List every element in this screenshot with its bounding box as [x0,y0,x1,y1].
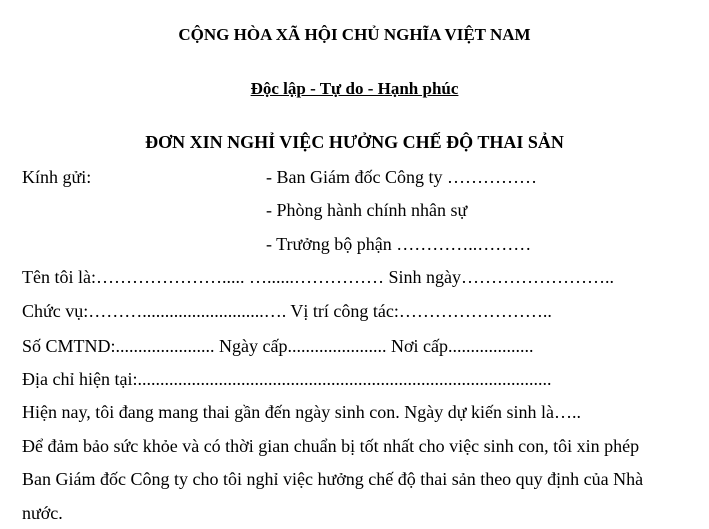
national-header: CỘNG HÒA XÃ HỘI CHỦ NGHĨA VIỆT NAM [178,25,531,44]
body-line-4: nước. [22,503,63,523]
field-position: Chức vụ:………...........................…. Vị trí công tác:…………………….. [22,301,552,321]
body-line-3: Ban Giám đốc Công ty cho tôi nghỉ việc hưởng chế độ thai sản theo quy định của Nhà [22,469,644,489]
motto-text: Độc lập - Tự do - Hạnh phúc [250,79,459,98]
field-name-birthdate: Tên tôi là:…………………..... …......…………… Sinh ngày…………………….. [22,267,614,287]
body-line-2: Để đảm bảo sức khỏe và có thời gian chuẩn bị tốt nhất cho việc sinh con, tôi xin phép [22,436,640,456]
motto [0,78,709,100]
body-line-1: Hiện nay, tôi đang mang thai gần đến ngày sinh con. Ngày dự kiến sinh là….. [22,402,581,422]
recipient-hr: - Phòng hành chính nhân sự [266,200,468,220]
recipient-department-head: - Trưởng bộ phận …………..……… [266,234,532,254]
document-title: ĐƠN XIN NGHỈ VIỆC HƯỞNG CHẾ ĐỘ THAI SẢN [145,132,564,152]
field-id-card: Số CMTND:...................... Ngày cấp...................... Nơi cấp................... [22,336,534,356]
field-address: Địa chỉ hiện tại:............................................................................................ [22,369,552,389]
recipient-board: - Ban Giám đốc Công ty …………… [266,167,537,187]
recipients-label: Kính gửi: [22,167,92,187]
